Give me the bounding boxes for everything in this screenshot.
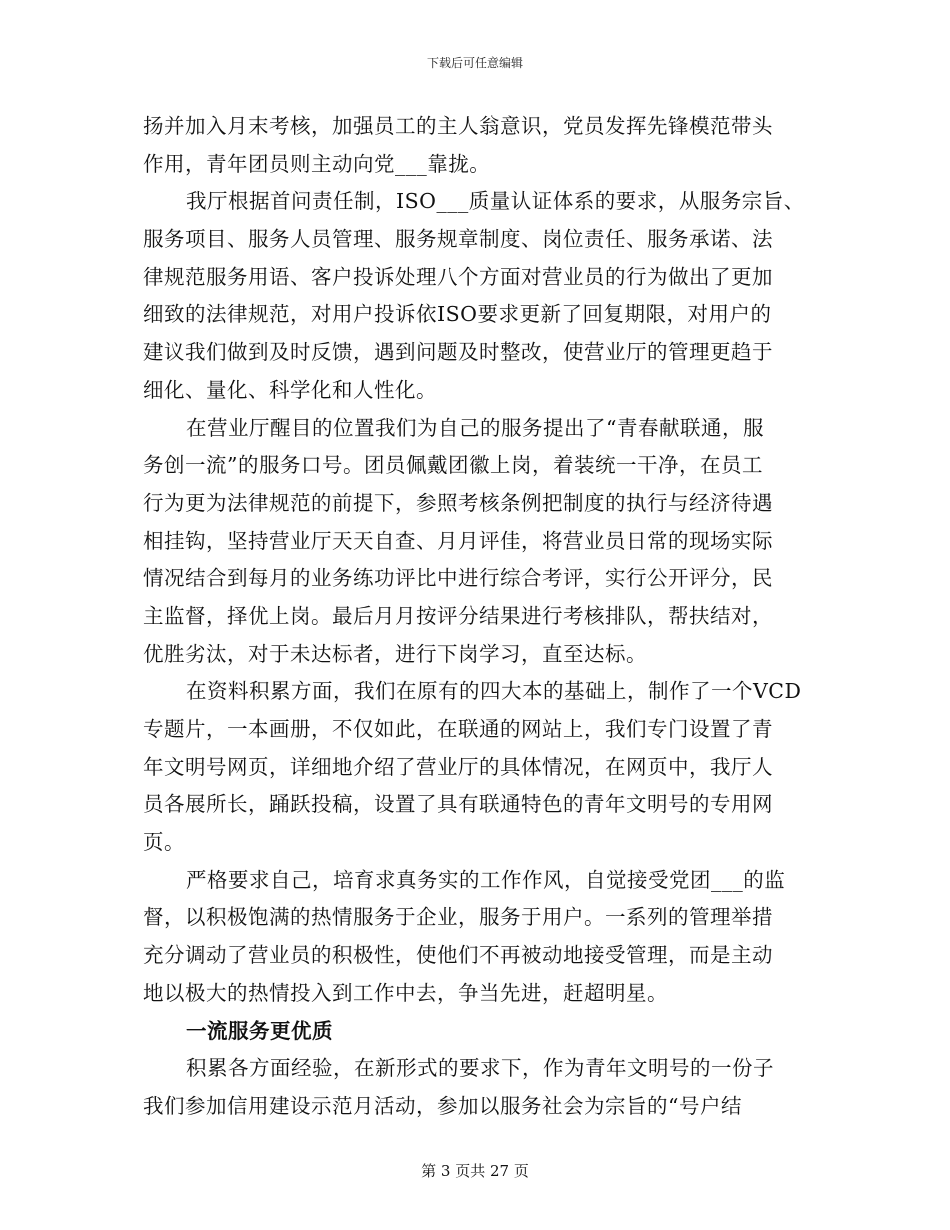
text-line: 服务项目、服务人员管理、服务规章制度、岗位责任、服务承诺、法 bbox=[143, 227, 773, 252]
paragraph-start-line: 我厅根据首问责任制，ISO___质量认证体系的要求，从服务宗旨、 bbox=[186, 189, 805, 214]
text-line: 行为更为法律规范的前提下，参照考核条例把制度的执行与经济待遇 bbox=[143, 490, 773, 515]
text-line: 年文明号网页，详细地介绍了营业厅的具体情况，在网页中，我厅人 bbox=[143, 754, 773, 779]
text-line: 督，以积极饱满的热情服务于企业，服务于用户。一系列的管理举措 bbox=[143, 905, 773, 930]
paragraph-start-line: 积累各方面经验，在新形式的要求下，作为青年文明号的一份子 bbox=[186, 1056, 774, 1081]
page-number-footer: 第 3 页共 27 页 bbox=[421, 1162, 529, 1180]
text-line: 优胜劣汰，对于未达标者，进行下岗学习，直至达标。 bbox=[143, 641, 647, 666]
text-line: 扬并加入月末考核，加强员工的主人翁意识，党员发挥先锋模范带头 bbox=[143, 114, 773, 138]
text-line: 律规范服务用语、客户投诉处理八个方面对营业员的行为做出了更加 bbox=[143, 264, 773, 289]
text-line: 专题片，一本画册，不仅如此，在联通的网站上，我们专门设置了青 bbox=[143, 717, 773, 741]
text-line: 细致的法律规范，对用户投诉依ISO要求更新了回复期限，对用户的 bbox=[143, 302, 772, 327]
text-line: 主监督，择优上岗。最后月月按评分结果进行考核排队，帮扶结对， bbox=[143, 603, 773, 628]
text-line: 细化、量化、科学化和人性化。 bbox=[143, 377, 437, 402]
text-line: 相挂钩，坚持营业厅天天自查、月月评佳，将营业员日常的现场实际 bbox=[143, 528, 773, 553]
text-line: 员各展所长，踊跃投稿，设置了具有联通特色的青年文明号的专用网 bbox=[143, 792, 773, 817]
text-line: 建议我们做到及时反馈，遇到问题及时整改，使营业厅的管理更趋于 bbox=[143, 340, 773, 365]
text-line: 地以极大的热情投入到工作中去，争当先进，赶超明星。 bbox=[143, 980, 668, 1005]
text-line: 情况结合到每月的业务练功评比中进行综合考评，实行公开评分，民 bbox=[143, 566, 773, 591]
page-header: 下载后可任意编辑 bbox=[426, 56, 523, 70]
paragraph-start-line: 在资料积累方面，我们在原有的四大本的基础上，制作了一个VCD bbox=[186, 679, 802, 704]
text-line: 页。 bbox=[143, 830, 185, 855]
text-line: 作用，青年团员则主动向党___靠拢。 bbox=[143, 151, 491, 176]
text-line: 务创一流”的服务口号。团员佩戴团徽上岗，着装统一干净，在员工 bbox=[143, 453, 763, 478]
paragraph-start-line: 在营业厅醒目的位置我们为自己的服务提出了“青春献联通，服 bbox=[186, 415, 764, 440]
paragraph-start-line: 严格要求自己，培育求真务实的工作作风，自觉接受党团___的监 bbox=[186, 867, 786, 892]
document-body bbox=[143, 108, 823, 1126]
text-line: 充分调动了营业员的积极性，使他们不再被动地接受管理，而是主动 bbox=[143, 943, 773, 968]
text-line: 我们参加信用建设示范月活动，参加以服务社会为宗旨的“号户结 bbox=[143, 1093, 742, 1118]
section-heading: 一流服务更优质 bbox=[186, 1018, 333, 1043]
